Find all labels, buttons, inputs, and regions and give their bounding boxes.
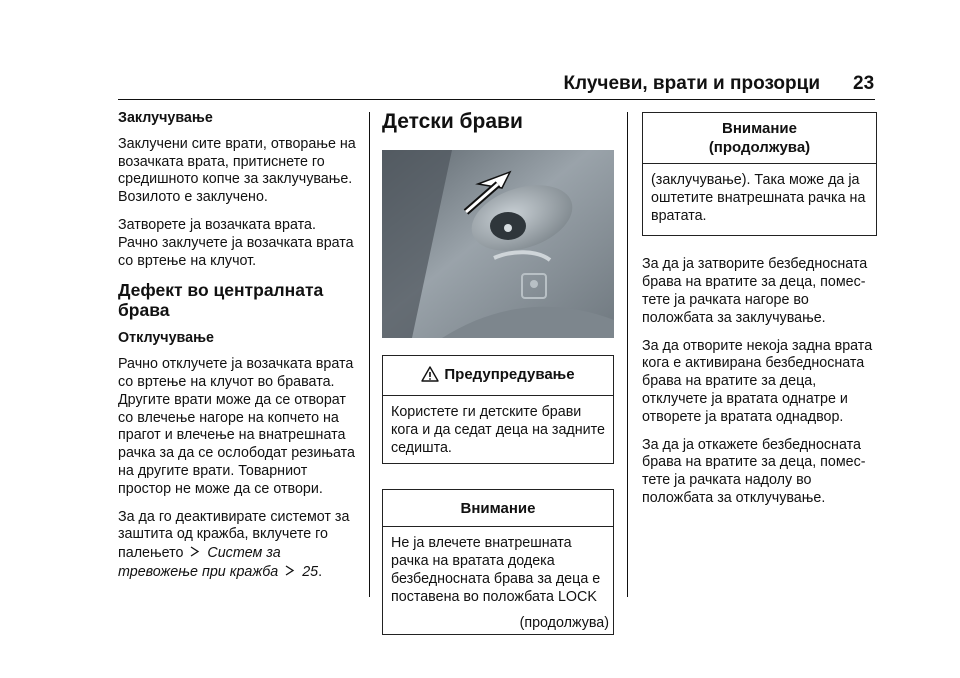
heading-central-lock-fault: Дефект во централната брава: [118, 280, 324, 321]
sentence-end: .: [318, 563, 323, 580]
caution-continued-title: Внимание: [722, 120, 797, 137]
section-title-child-locks: Детски брави: [382, 110, 523, 133]
paragraph-anti-theft: [118, 509, 358, 582]
caution-continued-subtitle: (продолжува): [708, 139, 811, 156]
paragraph-locking-2: Затворете ја возачката врата. Рачно заклучете ја возачката врата со вртење на клучот.: [118, 216, 354, 269]
page-reference-arrow-icon: [285, 563, 295, 581]
anti-theft-text: За да го деактивирате системот за заштита од кражба, вклучете го палењето: [118, 508, 350, 562]
heading-unlocking: Отклучување: [118, 330, 215, 347]
caution-continued-text: (заклучување). Така може да ја оштетите внатрешната рачка на вратата.: [651, 172, 866, 224]
column-left: [118, 110, 358, 592]
caution-continued-label: (продолжува): [519, 614, 609, 631]
warning-title: Предупредување: [444, 366, 575, 383]
paragraph-cancel-child-lock: За да ја откажете безбедносната брава на вратите за деца, помес- тете ја рачката надолу во положбата за отклучување.: [642, 436, 866, 506]
warning-box: [382, 355, 614, 464]
page-number: 23: [853, 73, 875, 94]
page-reference-arrow-icon: [190, 544, 200, 562]
column-divider-1: [369, 112, 370, 597]
column-divider-2: [627, 112, 628, 597]
page-header-title: Клучеви, врати и прозорци: [563, 73, 820, 94]
anti-theft-reference-page[interactable]: 25: [302, 563, 319, 580]
column-middle: [382, 110, 614, 635]
paragraph-unlocking: Рачно отклучете ја возачката врата со вртење на клучот во бравата. Другите врати може да се отворат со влечење нагоре на копчето на прагот и влечење на внатрешната рачка за да се ослободат резињата на другите врати. Товарниот простор не може да се отвори.: [118, 356, 355, 497]
warning-box-header: [383, 356, 613, 395]
warning-triangle-icon: [421, 366, 439, 387]
heading-locking: Заклучување: [118, 110, 213, 126]
column-right: [642, 110, 877, 518]
paragraph-locking-1: Заклучени сите врати, отворање на возачката врата, притиснете го средишното копче за заклучување. Возилото е заклучено.: [118, 135, 356, 206]
caution-title: Внимание: [460, 500, 536, 518]
paragraph-close-child-lock: За да ја затворите безбедносната брава на вратите за деца, помес- тете ја рачката нагоре во положбата за заклучување.: [642, 256, 868, 326]
caution-text: Не ја влечете внатрешната рачка на вратата додека безбедносната брава за деца е поставена во положбата LOCK: [391, 535, 601, 605]
caution-continued-box: [642, 112, 877, 236]
paragraph-open-rear-door: За да отворите некоја задна врата кога е активирана безбедносната брава на вратите за деца, отклучете ја вратата однатре и отворете ја вратата однадвор.: [642, 337, 873, 425]
caution-continued-header: [643, 113, 876, 163]
anti-theft-reference-link[interactable]: Систем за тревожење при кражба: [118, 545, 281, 580]
warning-text: Користете ги детските брави кога и да седат деца на задните седишта.: [391, 404, 605, 456]
header-divider: [118, 99, 875, 100]
caution-box: [382, 489, 614, 635]
child-lock-photo: [382, 150, 614, 338]
